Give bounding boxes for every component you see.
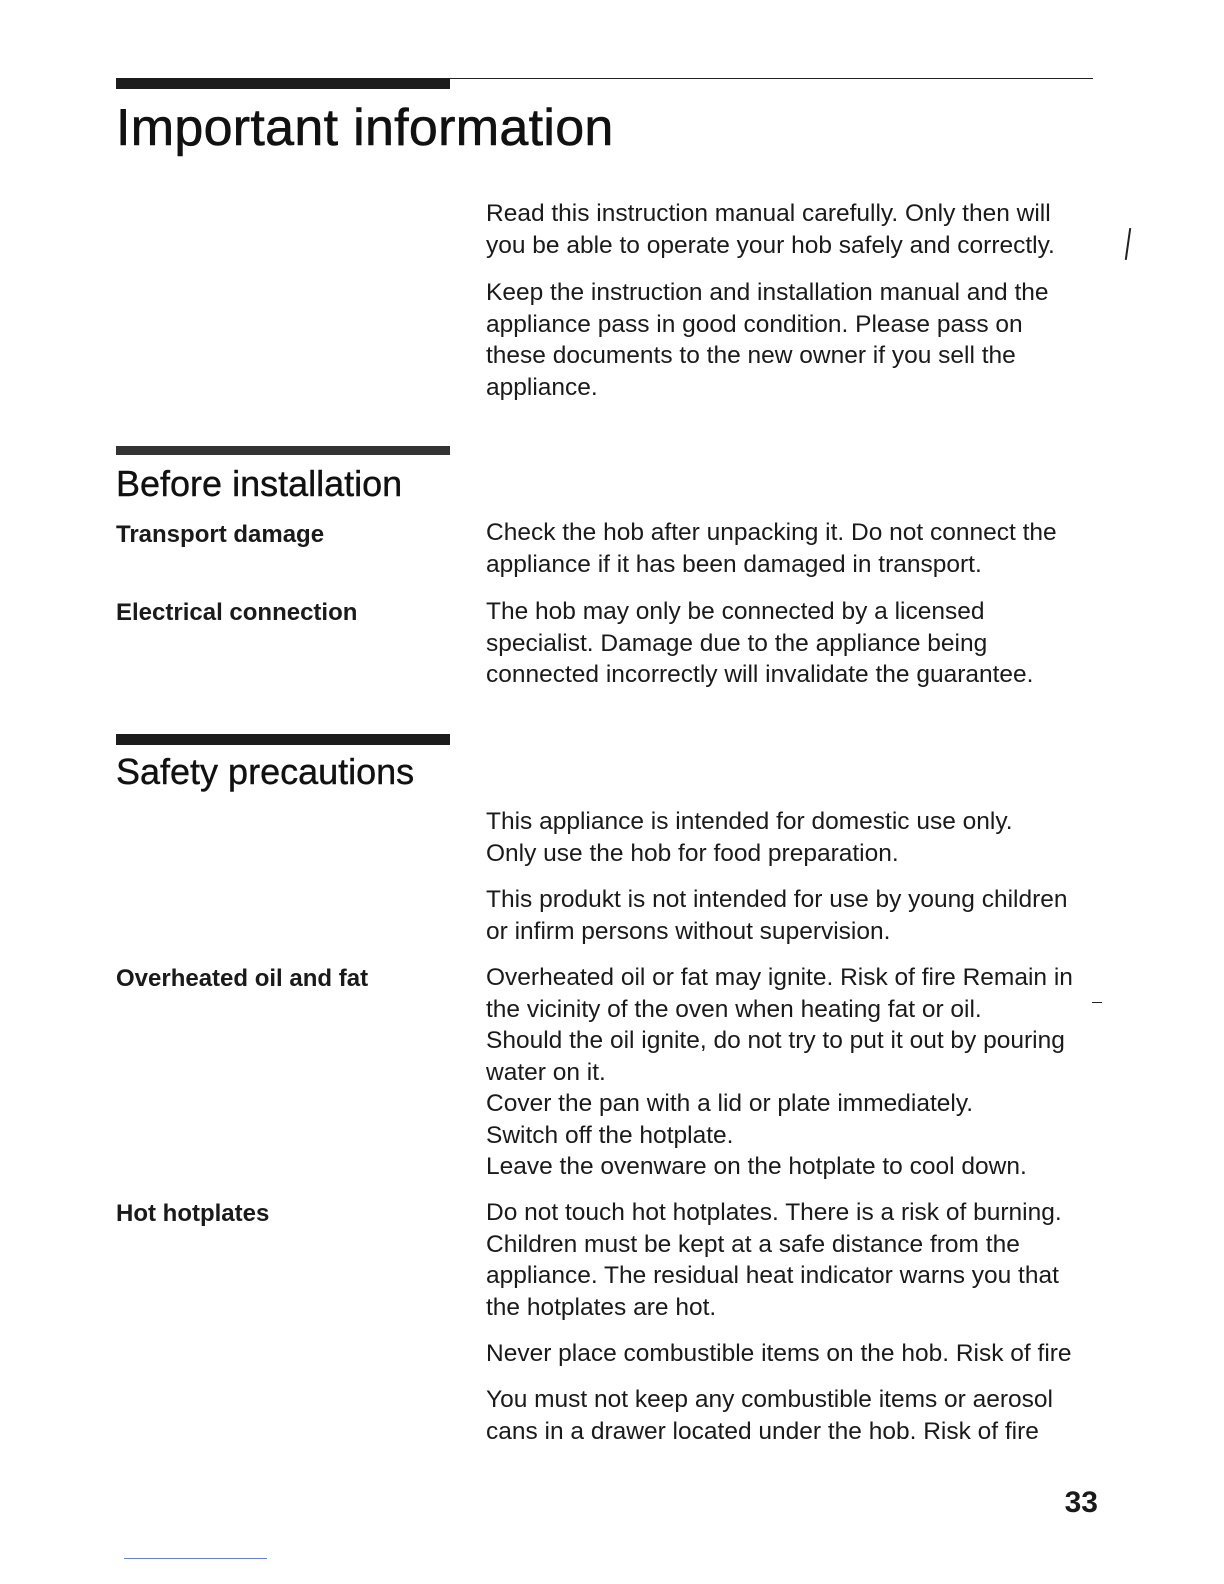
page-title: Important information: [116, 99, 614, 157]
section-bar-before-installation: [116, 446, 450, 455]
children-text: [486, 884, 1106, 947]
text-line: the hotplates are hot.: [486, 1293, 717, 1321]
text-line: connected incorrectly will invalidate the guarantee.: [486, 661, 1034, 688]
text-line: Leave the ovenware on the hotplate to cool down.: [486, 1153, 1027, 1180]
intro-line: these documents to the new owner if you sell the: [486, 342, 1016, 369]
electrical-connection-text: [486, 596, 1106, 691]
text-line: Should the oil ignite, do not try to put it out by pouring: [486, 1027, 1065, 1054]
text-line: appliance if it has been damaged in transport.: [486, 550, 982, 578]
label-transport-damage: Transport damage: [116, 521, 325, 548]
label-overheated-oil-and-fat: Overheated oil and fat: [116, 965, 369, 992]
overheated-oil-text: [486, 962, 1106, 1183]
title-bar: [116, 78, 450, 89]
text-line: Never place combustible items on the hob. Risk of fire: [486, 1340, 1072, 1367]
hot-hotplates-text: [486, 1197, 1106, 1323]
text-line: Switch off the hotplate.: [486, 1121, 734, 1149]
text-line: Overheated oil or fat may ignite. Risk of fire Remain in: [486, 964, 1073, 991]
intro-line: appliance pass in good condition. Please pass on: [486, 310, 1023, 338]
footer-rule: [124, 1558, 267, 1559]
text-line: This produkt is not intended for use by young children: [486, 886, 1068, 913]
label-hot-hotplates: Hot hotplates: [116, 1200, 270, 1227]
combustible-items-text: [486, 1338, 1106, 1370]
scan-mark: [1092, 1002, 1102, 1003]
text-line: This appliance is intended for domestic use only.: [486, 808, 1013, 835]
text-line: appliance. The residual heat indicator warns you that: [486, 1262, 1059, 1289]
page-number: 33: [1064, 1486, 1098, 1519]
text-line: Cover the pan with a lid or plate immediately.: [486, 1090, 974, 1117]
text-line: Children must be kept at a safe distance from the: [486, 1230, 1020, 1258]
text-line: water on it.: [486, 1058, 606, 1086]
text-line: or infirm persons without supervision.: [486, 917, 891, 945]
title-rule: [450, 78, 1093, 79]
intro-line: Keep the instruction and installation manual and the: [486, 279, 1049, 306]
text-line: You must not keep any combustible items or aerosol: [486, 1386, 1053, 1413]
text-line: Do not touch hot hotplates. There is a risk of burning.: [486, 1199, 1062, 1226]
section-bar-safety-precautions: [116, 734, 450, 745]
section-heading-before-installation: Before installation: [116, 463, 403, 504]
section-heading-safety-precautions: Safety precautions: [116, 751, 415, 792]
text-line: specialist. Damage due to the appliance being: [486, 629, 988, 657]
intro-line: Read this instruction manual carefully. Only then will: [486, 200, 1051, 227]
intro-paragraph-1: [486, 198, 1106, 261]
transport-damage-text: [486, 517, 1106, 580]
intro-paragraph-2: [486, 277, 1106, 403]
domestic-use-text: [486, 806, 1106, 869]
text-line: Check the hob after unpacking it. Do not connect the: [486, 519, 1057, 546]
intro-line: you be able to operate your hob safely and correctly.: [486, 231, 1055, 259]
text-line: The hob may only be connected by a licensed: [486, 598, 985, 625]
intro-line: appliance.: [486, 373, 598, 401]
aerosol-text: [486, 1384, 1106, 1447]
text-line: cans in a drawer located under the hob. Risk of fire: [486, 1417, 1039, 1445]
text-line: the vicinity of the oven when heating fat or oil.: [486, 995, 982, 1023]
label-electrical-connection: Electrical connection: [116, 599, 358, 626]
text-line: Only use the hob for food preparation.: [486, 839, 899, 867]
scan-mark: [1125, 228, 1131, 260]
